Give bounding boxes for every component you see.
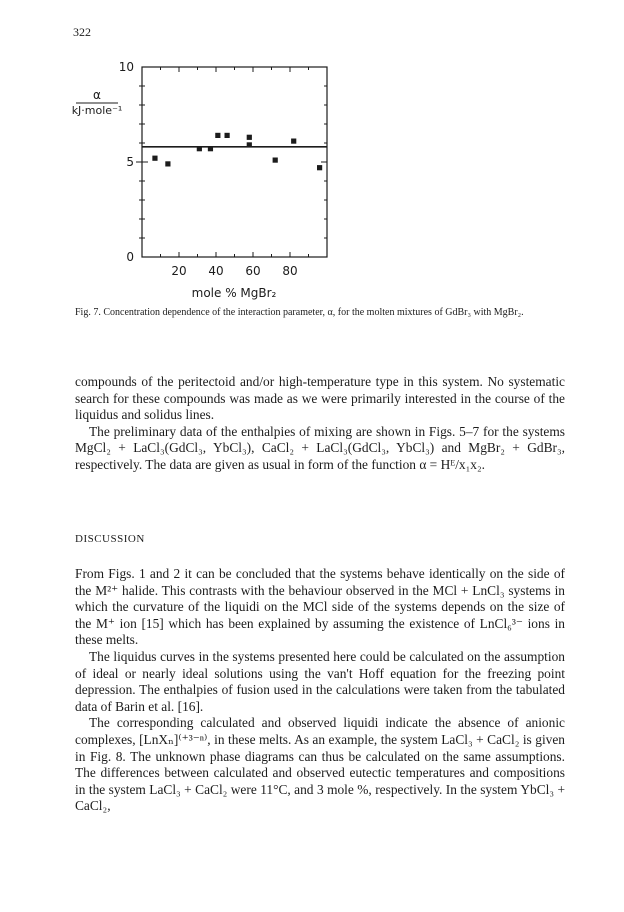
- y-axis-label-symbol: α: [93, 88, 101, 102]
- data-point: [291, 139, 296, 144]
- page-number: 322: [73, 25, 91, 39]
- y-axis-label-unit: kJ·mole⁻¹: [71, 104, 123, 117]
- discussion-text: [75, 566, 565, 815]
- data-point: [273, 158, 278, 163]
- x-tick-label: 80: [282, 264, 298, 278]
- x-tick-label: 40: [208, 264, 224, 278]
- axis-ticks: [136, 67, 327, 257]
- data-point: [247, 135, 252, 140]
- x-tick-labels: [171, 264, 297, 278]
- data-points: [152, 133, 322, 170]
- data-point: [225, 133, 230, 138]
- x-tick-label: 60: [245, 264, 261, 278]
- figure-caption: Fig. 7. Concentration dependence of the interaction parameter, α, for the molten mixtures of GdBr₃ with MgBr₂.: [75, 307, 524, 318]
- data-point: [317, 165, 322, 170]
- y-tick-label: 5: [126, 155, 134, 169]
- data-point: [152, 156, 157, 161]
- data-point: [247, 142, 252, 147]
- data-point: [215, 133, 220, 138]
- y-tick-labels: [119, 60, 134, 264]
- data-point: [208, 146, 213, 151]
- paragraph: The preliminary data of the enthalpies of mixing are shown in Figs. 5–7 for the systems MgCl₂ + LaCl₃(GdCl₃, YbCl₃), CaCl₂ + LaCl₃(GdCl₃, YbCl₃) and MgBr₂ + GdBr₃, respectively. The data are given as usual in form of the function α = Hᴱ/x₁x₂.: [75, 423, 565, 472]
- section-heading: DISCUSSION: [75, 533, 145, 545]
- paragraph: compounds of the peritectoid and/or high-temperature type in this system. No systematic search for these compounds was made as we were primarily interested in the course of the liquidus and solidus lines.: [75, 374, 565, 423]
- y-tick-label: 10: [118, 60, 134, 74]
- x-axis-label: mole % MgBr₂: [191, 286, 277, 300]
- paragraph: From Figs. 1 and 2 it can be concluded that the systems behave identically on the side of the M²⁺ halide. This contrasts with the behaviour observed in the MCl + LnCl₃ systems in which the curvature of the liquidi on the MCl side of the systems depends on the size of the M⁺ ion [15] which has been explained by assuming the existence of LnCl₆³⁻ ions in these melts.: [75, 566, 565, 648]
- data-point: [165, 161, 170, 166]
- x-tick-label: 20: [171, 264, 187, 278]
- y-tick-label: 0: [126, 250, 134, 264]
- paragraph: The corresponding calculated and observed liquidi indicate the absence of anionic complexes, [LnXₙ]⁽⁺³⁻ⁿ⁾, in these melts. As an example, the system LaCl₃ + CaCl₂ is given in Fig. 8. The unknown phase diagrams can thus be calculated on the same assumptions. The differences between calculated and observed eutectic temperatures and compositions in the system LaCl₃ + CaCl₂ were 11°C, and 3 mole %, respectively. In the system YbCl₃ + CaCl₂,: [75, 715, 565, 814]
- paragraph: The liquidus curves in the systems presented here could be calculated on the assumption of ideal or nearly ideal solutions using the van't Hoff equation for the freezing point depression. The enthalpies of fusion used in the calculations were taken from the tabulated data of Barin et al. [16].: [75, 648, 565, 714]
- results-text: [75, 374, 565, 474]
- y-axis-label: [72, 88, 123, 117]
- figure-7-chart: [60, 55, 340, 305]
- data-point: [197, 146, 202, 151]
